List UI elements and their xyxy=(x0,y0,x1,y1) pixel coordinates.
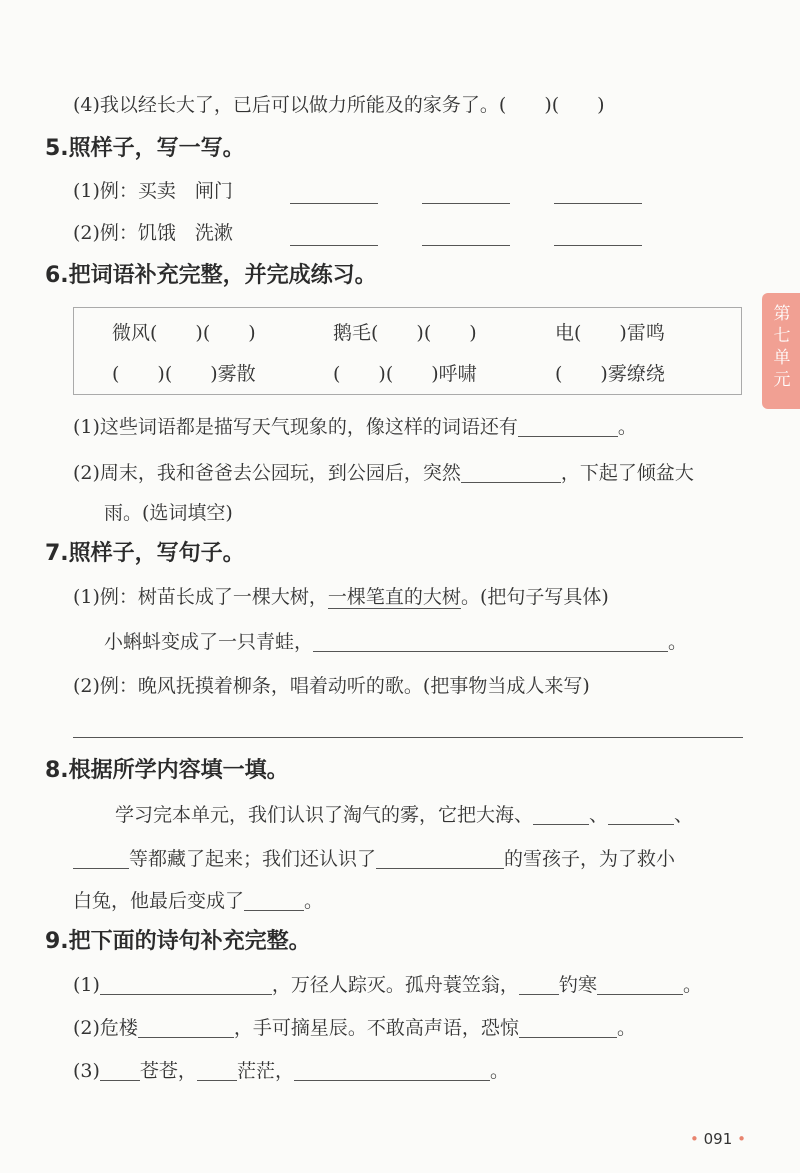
q9-item-3-text: 苍苍， xyxy=(139,1060,197,1082)
q7-item-1 xyxy=(73,584,609,610)
q8-line-2 xyxy=(73,846,675,872)
q5-title: 5.照样子，写一写。 xyxy=(45,136,245,161)
q6-word-6: ( )雾缭绕 xyxy=(555,363,665,385)
q5-item2-blank-1[interactable] xyxy=(290,225,378,246)
q7-item-1-task xyxy=(104,629,687,655)
unit-side-tab xyxy=(762,293,800,409)
q7-title: 7.照样子，写句子。 xyxy=(45,541,245,566)
q6-item2-blank[interactable] xyxy=(461,462,561,483)
q6-item-2-end: ，下起了倾盆大 xyxy=(560,462,694,484)
q8-line-3 xyxy=(73,888,323,914)
q7-item-1-example: 一棵笔直的大树 xyxy=(327,586,461,608)
q8-title: 8.根据所学内容填一填。 xyxy=(45,758,289,783)
q6-item-1-end: 。 xyxy=(617,416,637,438)
q6-word-4: ( )( )雾散 xyxy=(112,363,256,385)
q9-item-3-text-2: 茫茫， xyxy=(236,1060,294,1082)
q7-item-1-task-end: 。 xyxy=(668,631,688,653)
q6-item-1 xyxy=(73,414,637,440)
q8-line-1 xyxy=(115,802,693,828)
q9-item-1-text-2: 钓寒 xyxy=(558,974,597,996)
q5-item-2 xyxy=(73,220,233,246)
q8-line-1-text: 学习完本单元，我们认识了淘气的雾，它把大海、 xyxy=(115,804,534,826)
q8-line-3-end: 。 xyxy=(304,890,324,912)
q6-item-2-text: (2)周末，我和爸爸去公园玩，到公园后，突然 xyxy=(73,462,461,484)
q7-item-1-instruction: 。(把句子写具体) xyxy=(460,586,609,608)
q9-item2-blank-2[interactable] xyxy=(519,1017,617,1038)
q9-item-2 xyxy=(73,1015,636,1041)
q9-item-1-num: (1) xyxy=(73,974,100,996)
unit-side-tab-label: 第七单元 xyxy=(773,304,791,390)
q7-item1-blank[interactable] xyxy=(313,631,668,652)
q8-blank-2[interactable] xyxy=(608,804,674,825)
q6-item-2-cont: 雨。(选词填空) xyxy=(104,502,233,524)
q5-item1-blank-1[interactable] xyxy=(290,183,378,204)
q5-item1-blank-2[interactable] xyxy=(422,183,510,204)
q8-blank-1[interactable] xyxy=(533,804,589,825)
q9-item3-blank-2[interactable] xyxy=(197,1060,237,1081)
q9-item1-blank-1[interactable] xyxy=(100,974,272,995)
q8-line-3-text: 白兔，他最后变成了 xyxy=(73,890,245,912)
q4-item-4: (4)我以经长大了，已后可以做力所能及的家务了。( )( ) xyxy=(73,94,605,116)
q5-item-2-text: (2)例：饥饿 洗漱 xyxy=(73,222,233,244)
q5-item-1 xyxy=(73,178,233,204)
q9-item3-blank-3[interactable] xyxy=(294,1060,490,1081)
q8-line-1-end: 、 xyxy=(674,804,694,826)
q6-item-1-text: (1)这些词语都是描写天气现象的，像这样的词语还有 xyxy=(73,416,518,438)
q5-item1-blank-3[interactable] xyxy=(554,183,642,204)
q9-item1-blank-2[interactable] xyxy=(519,974,559,995)
q9-title: 9.把下面的诗句补充完整。 xyxy=(45,929,311,954)
q8-blank-5[interactable] xyxy=(244,890,304,911)
q9-item-3-end: 。 xyxy=(489,1060,509,1082)
q8-line-2-text: 等都藏了起来；我们还认识了 xyxy=(129,848,377,870)
q6-item-2 xyxy=(73,460,694,486)
q9-item1-blank-3[interactable] xyxy=(597,974,683,995)
q9-item-2-end: 。 xyxy=(616,1017,636,1039)
page-number-dot-left: • xyxy=(690,1130,699,1148)
q7-item2-answer-line[interactable] xyxy=(73,737,743,738)
q8-line-1-sep: 、 xyxy=(589,804,609,826)
q9-item-1 xyxy=(73,972,702,998)
q8-blank-4[interactable] xyxy=(376,848,504,869)
q6-item1-blank[interactable] xyxy=(518,416,618,437)
q6-word-5: ( )( )呼啸 xyxy=(333,363,477,385)
q8-blank-3[interactable] xyxy=(73,848,129,869)
page-number xyxy=(690,1130,746,1148)
q5-item2-blank-2[interactable] xyxy=(422,225,510,246)
q5-item-1-text: (1)例：买卖 闸门 xyxy=(73,180,233,202)
q7-item-1-text: (1)例：树苗长成了一棵大树， xyxy=(73,586,328,608)
q9-item-3-num: (3) xyxy=(73,1060,100,1082)
q7-item-2: (2)例：晚风抚摸着柳条，唱着动听的歌。(把事物当成人来写) xyxy=(73,675,590,697)
q6-word-3: 电( )雷鸣 xyxy=(555,322,665,344)
q9-item-3 xyxy=(73,1058,509,1084)
page-number-dot-right: • xyxy=(737,1130,746,1148)
q6-title: 6.把词语补充完整，并完成练习。 xyxy=(45,263,377,288)
q5-item2-blank-3[interactable] xyxy=(554,225,642,246)
q9-item2-blank-1[interactable] xyxy=(138,1017,234,1038)
q9-item-2-text-2: ，手可摘星辰。不敢高声语，恐惊 xyxy=(233,1017,519,1039)
q9-item-1-text: ，万径人踪灭。孤舟蓑笠翁， xyxy=(271,974,519,996)
q6-word-1: 微风( )( ) xyxy=(112,322,256,344)
q9-item-2-text: (2)危楼 xyxy=(73,1017,138,1039)
q9-item3-blank-1[interactable] xyxy=(100,1060,140,1081)
q7-item-1-task-text: 小蝌蚪变成了一只青蛙， xyxy=(104,631,314,653)
q9-item-1-end: 。 xyxy=(682,974,702,996)
q6-word-2: 鹅毛( )( ) xyxy=(333,322,477,344)
q8-line-2-end: 的雪孩子，为了救小 xyxy=(504,848,676,870)
page-number-text: 091 xyxy=(703,1130,733,1148)
